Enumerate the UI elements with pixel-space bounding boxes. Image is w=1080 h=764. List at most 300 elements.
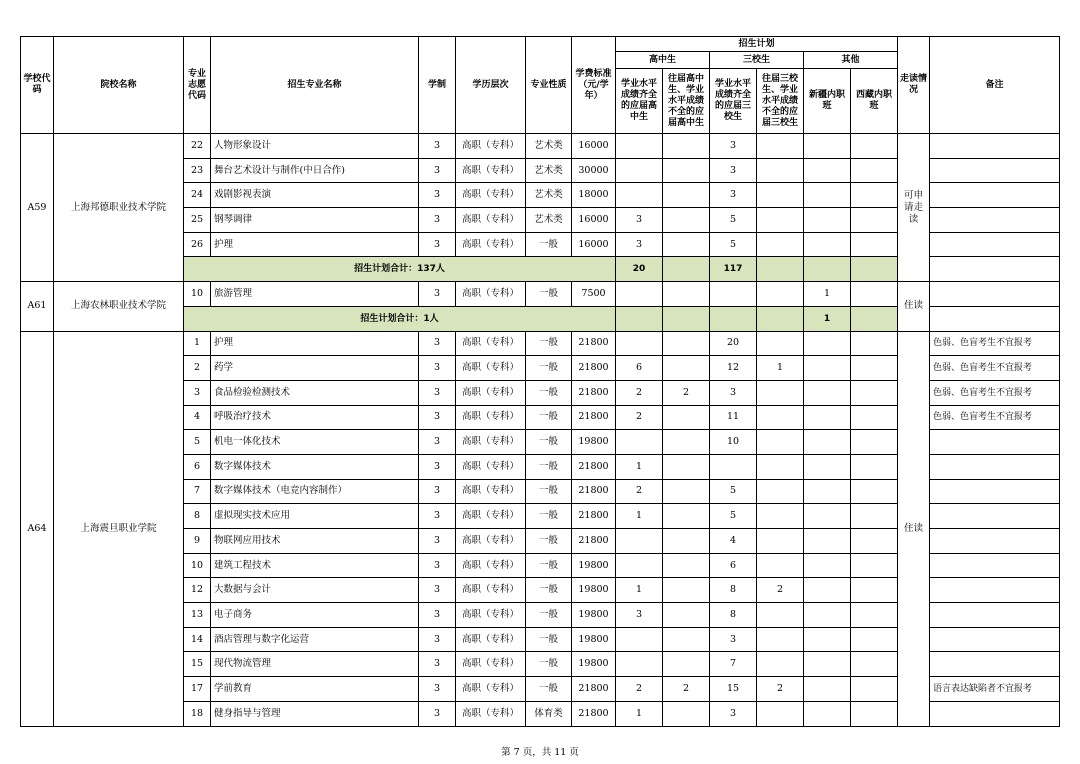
tibet-cell — [851, 701, 898, 726]
total-remark-cell — [930, 306, 1060, 331]
header-remark: 备注 — [930, 37, 1060, 134]
table-row — [21, 134, 1060, 159]
ts-current-cell: 4 — [710, 529, 757, 554]
total-ts2-cell — [757, 257, 804, 282]
hs-past-cell — [663, 405, 710, 430]
major-name-cell: 酒店管理与数字化运营 — [211, 627, 419, 652]
major-name-cell: 物联网应用技术 — [211, 529, 419, 554]
tibet-cell — [851, 380, 898, 405]
tibet-cell — [851, 158, 898, 183]
tuition-cell: 19800 — [572, 627, 616, 652]
ts-current-cell: 5 — [710, 479, 757, 504]
total-hs1-cell — [616, 306, 663, 331]
major-code-cell: 3 — [184, 380, 211, 405]
major-name-cell: 大数据与会计 — [211, 578, 419, 603]
duration-cell: 3 — [419, 405, 456, 430]
remark-cell — [930, 183, 1060, 208]
hs-past-cell — [663, 652, 710, 677]
remark-cell — [930, 627, 1060, 652]
nature-cell: 一般 — [526, 232, 572, 257]
ts-current-cell: 5 — [710, 504, 757, 529]
total-xj-cell — [804, 257, 851, 282]
level-cell: 高职（专科） — [456, 331, 526, 356]
nature-cell: 艺术类 — [526, 158, 572, 183]
nature-cell: 艺术类 — [526, 134, 572, 159]
hs-current-cell: 1 — [616, 701, 663, 726]
major-code-cell: 26 — [184, 232, 211, 257]
duration-cell: 3 — [419, 677, 456, 702]
header-three-school: 三校生 — [710, 52, 804, 69]
total-ts2-cell — [757, 306, 804, 331]
duration-cell: 3 — [419, 158, 456, 183]
total-ts1-cell — [710, 306, 757, 331]
level-cell: 高职（专科） — [456, 504, 526, 529]
duration-cell: 3 — [419, 701, 456, 726]
header-plan: 招生计划 — [616, 37, 898, 52]
level-cell: 高职（专科） — [456, 553, 526, 578]
xinjiang-cell — [804, 553, 851, 578]
hs-current-cell — [616, 627, 663, 652]
header-boarding: 走读情况 — [898, 37, 930, 134]
total-label-cell: 招生计划合计：137人 — [184, 257, 616, 282]
ts-current-cell: 3 — [710, 380, 757, 405]
duration-cell: 3 — [419, 578, 456, 603]
ts-past-cell — [757, 183, 804, 208]
nature-cell: 一般 — [526, 356, 572, 381]
page-footer: 第 7 页，共 11 页 — [501, 747, 579, 758]
xinjiang-cell — [804, 158, 851, 183]
header-ts-past: 往届三校生、学业水平成绩不全的应届三校生 — [757, 69, 804, 134]
level-cell: 高职（专科） — [456, 158, 526, 183]
total-hs2-cell — [663, 257, 710, 282]
hs-current-cell: 1 — [616, 504, 663, 529]
nature-cell: 一般 — [526, 504, 572, 529]
major-code-cell: 14 — [184, 627, 211, 652]
ts-current-cell: 11 — [710, 405, 757, 430]
ts-current-cell: 6 — [710, 553, 757, 578]
duration-cell: 3 — [419, 232, 456, 257]
tuition-cell: 21800 — [572, 331, 616, 356]
tibet-cell — [851, 405, 898, 430]
major-name-cell: 人物形象设计 — [211, 134, 419, 159]
hs-past-cell — [663, 603, 710, 628]
tuition-cell: 19800 — [572, 578, 616, 603]
major-name-cell: 护理 — [211, 331, 419, 356]
remark-cell: 色弱、色盲考生不宜报考 — [930, 405, 1060, 430]
ts-current-cell: 8 — [710, 603, 757, 628]
hs-past-cell — [663, 454, 710, 479]
ts-past-cell — [757, 479, 804, 504]
tuition-cell: 19800 — [572, 430, 616, 455]
ts-past-cell — [757, 331, 804, 356]
remark-cell — [930, 603, 1060, 628]
hs-past-cell — [663, 578, 710, 603]
level-cell: 高职（专科） — [456, 479, 526, 504]
remark-cell — [930, 430, 1060, 455]
duration-cell: 3 — [419, 603, 456, 628]
header-tuition: 学费标准（元/学年） — [572, 37, 616, 134]
hs-past-cell — [663, 208, 710, 233]
level-cell: 高职（专科） — [456, 356, 526, 381]
level-cell: 高职（专科） — [456, 529, 526, 554]
nature-cell: 一般 — [526, 652, 572, 677]
ts-current-cell: 10 — [710, 430, 757, 455]
nature-cell: 一般 — [526, 603, 572, 628]
major-name-cell: 现代物流管理 — [211, 652, 419, 677]
hs-current-cell: 1 — [616, 578, 663, 603]
ts-current-cell: 7 — [710, 652, 757, 677]
remark-cell — [930, 454, 1060, 479]
boarding-cell: 住读 — [898, 282, 930, 331]
major-code-cell: 22 — [184, 134, 211, 159]
tibet-cell — [851, 677, 898, 702]
boarding-cell: 可申请走读 — [898, 134, 930, 282]
hs-current-cell: 6 — [616, 356, 663, 381]
level-cell: 高职（专科） — [456, 454, 526, 479]
xinjiang-cell — [804, 627, 851, 652]
remark-cell: 语言表达缺陷者不宜报考 — [930, 677, 1060, 702]
header-duration: 学制 — [419, 37, 456, 134]
hs-current-cell — [616, 183, 663, 208]
hs-current-cell: 2 — [616, 405, 663, 430]
remark-cell — [930, 652, 1060, 677]
major-name-cell: 学前教育 — [211, 677, 419, 702]
xinjiang-cell — [804, 529, 851, 554]
major-name-cell: 机电一体化技术 — [211, 430, 419, 455]
major-code-cell: 24 — [184, 183, 211, 208]
level-cell: 高职（专科） — [456, 652, 526, 677]
major-name-cell: 旅游管理 — [211, 282, 419, 307]
hs-past-cell — [663, 282, 710, 307]
xinjiang-cell — [804, 504, 851, 529]
nature-cell: 一般 — [526, 578, 572, 603]
major-code-cell: 15 — [184, 652, 211, 677]
major-name-cell: 呼吸治疗技术 — [211, 405, 419, 430]
school-name-cell: 上海邦德职业技术学院 — [54, 134, 184, 282]
ts-past-cell: 1 — [757, 356, 804, 381]
header-school-code: 学校代码 — [21, 37, 54, 134]
ts-past-cell — [757, 603, 804, 628]
ts-past-cell — [757, 232, 804, 257]
hs-current-cell — [616, 529, 663, 554]
ts-past-cell — [757, 158, 804, 183]
hs-past-cell — [663, 430, 710, 455]
level-cell: 高职（专科） — [456, 578, 526, 603]
total-xj-cell: 1 — [804, 306, 851, 331]
xinjiang-cell — [804, 701, 851, 726]
major-code-cell: 18 — [184, 701, 211, 726]
ts-past-cell — [757, 380, 804, 405]
xinjiang-cell — [804, 380, 851, 405]
remark-cell — [930, 158, 1060, 183]
hs-past-cell — [663, 504, 710, 529]
level-cell: 高职（专科） — [456, 380, 526, 405]
hs-current-cell: 3 — [616, 208, 663, 233]
ts-current-cell: 5 — [710, 208, 757, 233]
major-name-cell: 食品检验检测技术 — [211, 380, 419, 405]
major-code-cell: 6 — [184, 454, 211, 479]
major-name-cell: 舞台艺术设计与制作(中日合作) — [211, 158, 419, 183]
nature-cell: 一般 — [526, 529, 572, 554]
duration-cell: 3 — [419, 134, 456, 159]
remark-cell — [930, 479, 1060, 504]
major-name-cell: 虚拟现实技术应用 — [211, 504, 419, 529]
ts-past-cell — [757, 282, 804, 307]
major-name-cell: 建筑工程技术 — [211, 553, 419, 578]
ts-current-cell: 3 — [710, 627, 757, 652]
major-code-cell: 23 — [184, 158, 211, 183]
ts-current-cell — [710, 282, 757, 307]
xinjiang-cell — [804, 405, 851, 430]
hs-current-cell: 2 — [616, 677, 663, 702]
xinjiang-cell — [804, 578, 851, 603]
level-cell: 高职（专科） — [456, 430, 526, 455]
ts-current-cell: 3 — [710, 134, 757, 159]
hs-past-cell — [663, 356, 710, 381]
header-major-name: 招生专业名称 — [211, 37, 419, 134]
major-name-cell: 钢琴调律 — [211, 208, 419, 233]
hs-current-cell: 3 — [616, 232, 663, 257]
hs-current-cell — [616, 134, 663, 159]
enrollment-plan-table — [20, 36, 1060, 727]
major-code-cell: 17 — [184, 677, 211, 702]
major-name-cell: 护理 — [211, 232, 419, 257]
ts-current-cell: 20 — [710, 331, 757, 356]
hs-current-cell — [616, 430, 663, 455]
major-name-cell: 药学 — [211, 356, 419, 381]
ts-past-cell — [757, 208, 804, 233]
major-name-cell: 数字媒体技术（电竞内容制作） — [211, 479, 419, 504]
major-code-cell: 13 — [184, 603, 211, 628]
xinjiang-cell — [804, 454, 851, 479]
major-code-cell: 4 — [184, 405, 211, 430]
tuition-cell: 21800 — [572, 479, 616, 504]
tibet-cell — [851, 430, 898, 455]
duration-cell: 3 — [419, 529, 456, 554]
total-xz-cell — [851, 306, 898, 331]
ts-current-cell: 12 — [710, 356, 757, 381]
duration-cell: 3 — [419, 356, 456, 381]
remark-cell: 色弱、色盲考生不宜报考 — [930, 380, 1060, 405]
header-hs-past: 往届高中生、学业水平成绩不全的应届高中生 — [663, 69, 710, 134]
tuition-cell: 21800 — [572, 380, 616, 405]
nature-cell: 艺术类 — [526, 208, 572, 233]
tibet-cell — [851, 652, 898, 677]
tuition-cell: 7500 — [572, 282, 616, 307]
ts-past-cell: 2 — [757, 677, 804, 702]
level-cell: 高职（专科） — [456, 701, 526, 726]
hs-current-cell: 3 — [616, 603, 663, 628]
ts-past-cell — [757, 553, 804, 578]
hs-current-cell: 2 — [616, 380, 663, 405]
xinjiang-cell — [804, 356, 851, 381]
nature-cell: 一般 — [526, 331, 572, 356]
ts-past-cell — [757, 454, 804, 479]
header-major-code: 专业志愿代码 — [184, 37, 211, 134]
xinjiang-cell — [804, 183, 851, 208]
duration-cell: 3 — [419, 331, 456, 356]
school-name-cell: 上海农林职业技术学院 — [54, 282, 184, 331]
xinjiang-cell — [804, 430, 851, 455]
duration-cell: 3 — [419, 479, 456, 504]
tibet-cell — [851, 134, 898, 159]
ts-current-cell — [710, 454, 757, 479]
tuition-cell: 16000 — [572, 232, 616, 257]
major-name-cell: 戏剧影视表演 — [211, 183, 419, 208]
tibet-cell — [851, 232, 898, 257]
tibet-cell — [851, 627, 898, 652]
header-school-name: 院校名称 — [54, 37, 184, 134]
tuition-cell: 21800 — [572, 529, 616, 554]
remark-cell — [930, 232, 1060, 257]
tuition-cell: 21800 — [572, 405, 616, 430]
xinjiang-cell — [804, 479, 851, 504]
duration-cell: 3 — [419, 627, 456, 652]
ts-past-cell — [757, 627, 804, 652]
remark-cell — [930, 578, 1060, 603]
xinjiang-cell — [804, 677, 851, 702]
tuition-cell: 16000 — [572, 134, 616, 159]
duration-cell: 3 — [419, 454, 456, 479]
tuition-cell: 21800 — [572, 504, 616, 529]
tibet-cell — [851, 183, 898, 208]
duration-cell: 3 — [419, 282, 456, 307]
header-nature: 专业性质 — [526, 37, 572, 134]
major-code-cell: 12 — [184, 578, 211, 603]
tuition-cell: 21800 — [572, 677, 616, 702]
hs-past-cell — [663, 479, 710, 504]
boarding-cell: 住读 — [898, 331, 930, 726]
ts-current-cell: 3 — [710, 158, 757, 183]
major-code-cell: 5 — [184, 430, 211, 455]
ts-past-cell — [757, 529, 804, 554]
duration-cell: 3 — [419, 380, 456, 405]
hs-past-cell: 2 — [663, 677, 710, 702]
nature-cell: 一般 — [526, 430, 572, 455]
hs-past-cell — [663, 553, 710, 578]
major-name-cell: 数字媒体技术 — [211, 454, 419, 479]
total-hs2-cell — [663, 306, 710, 331]
header-level: 学历层次 — [456, 37, 526, 134]
tuition-cell: 21800 — [572, 701, 616, 726]
hs-current-cell — [616, 652, 663, 677]
school-code-cell: A61 — [21, 282, 54, 331]
tuition-cell: 16000 — [572, 208, 616, 233]
hs-current-cell — [616, 331, 663, 356]
major-code-cell: 9 — [184, 529, 211, 554]
major-code-cell: 25 — [184, 208, 211, 233]
hs-past-cell — [663, 232, 710, 257]
ts-past-cell — [757, 652, 804, 677]
major-code-cell: 2 — [184, 356, 211, 381]
tibet-cell — [851, 331, 898, 356]
total-remark-cell — [930, 257, 1060, 282]
tibet-cell — [851, 529, 898, 554]
hs-current-cell: 2 — [616, 479, 663, 504]
ts-current-cell: 5 — [710, 232, 757, 257]
tibet-cell — [851, 553, 898, 578]
level-cell: 高职（专科） — [456, 282, 526, 307]
hs-past-cell — [663, 134, 710, 159]
major-name-cell: 健身指导与管理 — [211, 701, 419, 726]
tibet-cell — [851, 504, 898, 529]
school-name-cell: 上海震旦职业学院 — [54, 331, 184, 726]
school-code-cell: A59 — [21, 134, 54, 282]
tibet-cell — [851, 479, 898, 504]
header-xinjiang: 新疆内职班 — [804, 69, 851, 134]
nature-cell: 一般 — [526, 380, 572, 405]
ts-past-cell — [757, 430, 804, 455]
ts-past-cell — [757, 701, 804, 726]
hs-past-cell — [663, 158, 710, 183]
tuition-cell: 30000 — [572, 158, 616, 183]
total-ts1-cell: 117 — [710, 257, 757, 282]
xinjiang-cell: 1 — [804, 282, 851, 307]
remark-cell — [930, 529, 1060, 554]
duration-cell: 3 — [419, 183, 456, 208]
xinjiang-cell — [804, 134, 851, 159]
nature-cell: 一般 — [526, 479, 572, 504]
hs-past-cell — [663, 183, 710, 208]
level-cell: 高职（专科） — [456, 627, 526, 652]
remark-cell — [930, 208, 1060, 233]
ts-current-cell: 8 — [710, 578, 757, 603]
level-cell: 高职（专科） — [456, 183, 526, 208]
major-code-cell: 1 — [184, 331, 211, 356]
nature-cell: 体育类 — [526, 701, 572, 726]
hs-past-cell — [663, 331, 710, 356]
major-code-cell: 7 — [184, 479, 211, 504]
tibet-cell — [851, 282, 898, 307]
level-cell: 高职（专科） — [456, 677, 526, 702]
nature-cell: 一般 — [526, 627, 572, 652]
table-header — [21, 37, 1060, 134]
tibet-cell — [851, 603, 898, 628]
level-cell: 高职（专科） — [456, 603, 526, 628]
level-cell: 高职（专科） — [456, 232, 526, 257]
remark-cell: 色弱、色盲考生不宜报考 — [930, 331, 1060, 356]
hs-past-cell — [663, 701, 710, 726]
hs-past-cell — [663, 529, 710, 554]
tuition-cell: 18000 — [572, 183, 616, 208]
xinjiang-cell — [804, 208, 851, 233]
hs-current-cell — [616, 553, 663, 578]
nature-cell: 艺术类 — [526, 183, 572, 208]
duration-cell: 3 — [419, 430, 456, 455]
hs-current-cell — [616, 158, 663, 183]
remark-cell: 色弱、色盲考生不宜报考 — [930, 356, 1060, 381]
table-body — [21, 134, 1060, 727]
xinjiang-cell — [804, 331, 851, 356]
tuition-cell: 21800 — [572, 454, 616, 479]
remark-cell — [930, 504, 1060, 529]
hs-current-cell — [616, 282, 663, 307]
ts-current-cell: 3 — [710, 183, 757, 208]
xinjiang-cell — [804, 603, 851, 628]
tibet-cell — [851, 578, 898, 603]
xinjiang-cell — [804, 232, 851, 257]
level-cell: 高职（专科） — [456, 134, 526, 159]
major-code-cell: 10 — [184, 282, 211, 307]
remark-cell — [930, 282, 1060, 307]
nature-cell: 一般 — [526, 553, 572, 578]
tuition-cell: 21800 — [572, 356, 616, 381]
ts-past-cell: 2 — [757, 578, 804, 603]
ts-current-cell: 3 — [710, 701, 757, 726]
duration-cell: 3 — [419, 652, 456, 677]
hs-past-cell: 2 — [663, 380, 710, 405]
remark-cell — [930, 701, 1060, 726]
